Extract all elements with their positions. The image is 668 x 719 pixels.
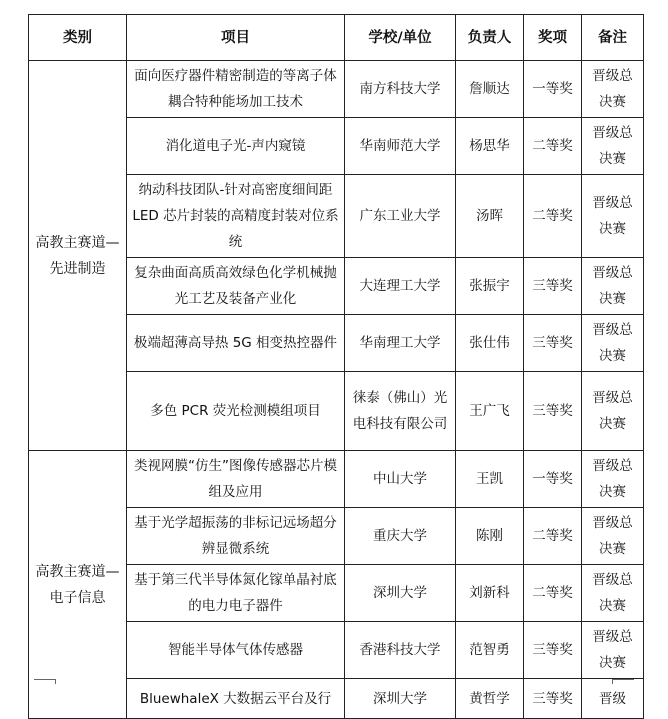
award-cell: 三等奖 [524,258,582,315]
category-cell: 高教主赛道—先进制造 [29,61,127,451]
crop-mark-left [34,679,56,680]
award-cell: 二等奖 [524,118,582,175]
school-cell: 华南理工大学 [345,315,456,372]
school-cell: 南方科技大学 [345,61,456,118]
note-cell: 晋级总决赛 [582,565,644,622]
note-cell: 晋级 [582,679,644,719]
project-cell: 纳动科技团队-针对高密度细间距 LED 芯片封装的高精度封装对位系统 [127,175,345,258]
leader-cell: 刘新科 [456,565,524,622]
table-row [29,451,644,508]
project-cell: 基于光学超振荡的非标记远场超分辨显微系统 [127,508,345,565]
leader-cell: 王广飞 [456,372,524,451]
school-cell: 大连理工大学 [345,258,456,315]
award-cell: 三等奖 [524,372,582,451]
header-row [29,15,644,61]
note-cell: 晋级总决赛 [582,315,644,372]
leader-cell: 詹顺达 [456,61,524,118]
project-cell: BluewhaleX 大数据云平台及行 [127,679,345,719]
note-cell: 晋级总决赛 [582,451,644,508]
school-cell: 深圳大学 [345,565,456,622]
award-cell: 一等奖 [524,451,582,508]
leader-cell: 陈刚 [456,508,524,565]
header-note: 备注 [582,15,644,61]
header-project: 项目 [127,15,345,61]
note-cell: 晋级总决赛 [582,175,644,258]
school-cell: 华南师范大学 [345,118,456,175]
leader-cell: 张振宇 [456,258,524,315]
school-cell: 重庆大学 [345,508,456,565]
award-cell: 二等奖 [524,565,582,622]
award-cell: 二等奖 [524,175,582,258]
project-cell: 多色 PCR 荧光检测模组项目 [127,372,345,451]
header-award: 奖项 [524,15,582,61]
project-cell: 智能半导体气体传感器 [127,622,345,679]
note-cell: 晋级总决赛 [582,258,644,315]
crop-mark-left-vertical [55,679,56,684]
leader-cell: 杨思华 [456,118,524,175]
award-table [28,14,644,719]
school-cell: 广东工业大学 [345,175,456,258]
award-cell: 三等奖 [524,622,582,679]
crop-mark-right [612,679,634,680]
table-row [29,61,644,118]
note-cell: 晋级总决赛 [582,118,644,175]
project-cell: 复杂曲面高质高效绿色化学机械抛光工艺及装备产业化 [127,258,345,315]
leader-cell: 黄哲学 [456,679,524,719]
leader-cell: 汤晖 [456,175,524,258]
award-cell: 一等奖 [524,61,582,118]
project-cell: 消化道电子光-声内窥镜 [127,118,345,175]
school-cell: 深圳大学 [345,679,456,719]
project-cell: 类视网膜“仿生”图像传感器芯片模组及应用 [127,451,345,508]
project-cell: 极端超薄高导热 5G 相变热控器件 [127,315,345,372]
project-cell: 面向医疗器件精密制造的等离子体耦合特种能场加工技术 [127,61,345,118]
header-school: 学校/单位 [345,15,456,61]
leader-cell: 范智勇 [456,622,524,679]
project-cell: 基于第三代半导体氮化镓单晶衬底的电力电子器件 [127,565,345,622]
school-cell: 中山大学 [345,451,456,508]
school-cell: 徕泰（佛山）光电科技有限公司 [345,372,456,451]
header-leader: 负责人 [456,15,524,61]
award-cell: 二等奖 [524,508,582,565]
school-cell: 香港科技大学 [345,622,456,679]
category-cell: 高教主赛道—电子信息 [29,451,127,719]
note-cell: 晋级总决赛 [582,508,644,565]
note-cell: 晋级总决赛 [582,61,644,118]
leader-cell: 王凯 [456,451,524,508]
note-cell: 晋级总决赛 [582,372,644,451]
note-cell: 晋级总决赛 [582,622,644,679]
crop-mark-right-vertical [612,679,613,684]
leader-cell: 张仕伟 [456,315,524,372]
award-cell: 三等奖 [524,315,582,372]
award-cell: 三等奖 [524,679,582,719]
header-category: 类别 [29,15,127,61]
